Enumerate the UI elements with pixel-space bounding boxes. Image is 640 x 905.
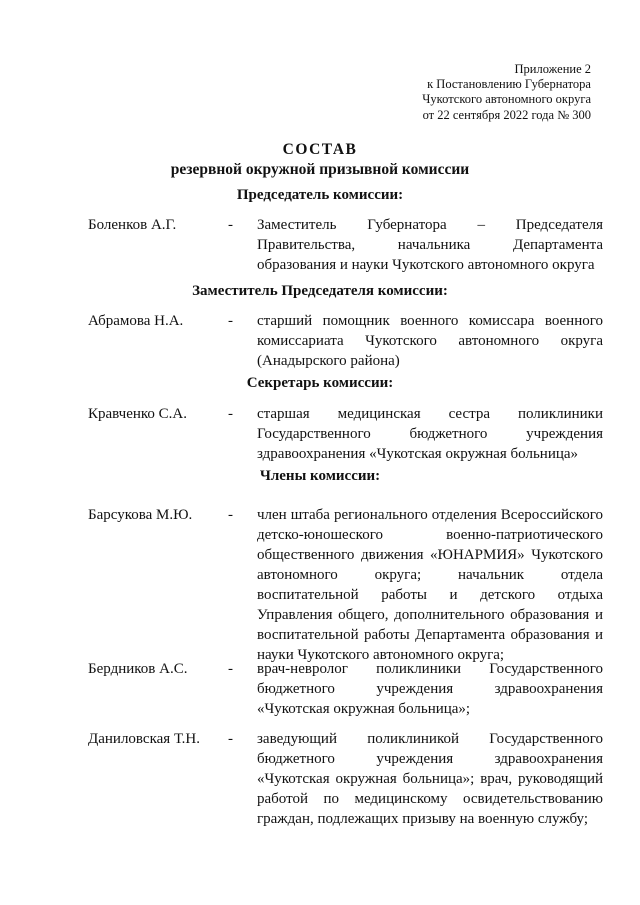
member-dash: - [228,661,233,677]
member-dash: - [228,313,233,329]
member-role: старшая медицинская сестра поликлиники Государственного бюджетного учреждения здравоохранения «Чукотская окружная больница» [257,406,603,462]
heading-secretary: Секретарь комиссии: [246,375,394,391]
member-dash: - [228,406,233,422]
member-dash: - [228,507,233,523]
title-main: СОСТАВ [282,141,358,158]
member-name: Барсукова М.Ю. [88,507,193,523]
member-name: Боленков А.Г. [88,217,177,233]
appendix-header [361,62,591,123]
title-subtitle: резервной окружной призывной комиссии [170,161,470,178]
member-name: Кравченко С.А. [88,406,188,422]
appendix-region: Чукотского автономного округа [422,92,591,107]
heading-deputy: Заместитель Председателя комиссии: [192,283,448,299]
appendix-number: Приложение 2 [514,62,591,76]
member-dash: - [228,217,233,233]
appendix-decree-ref: к Постановлению Губернатора [427,77,591,92]
member-role: Заместитель Губернатора – Председателя Правительства, начальника Департамента образования и науки Чукотского автономного округа [257,217,603,273]
document-title [0,140,640,180]
member-role: старший помощник военного комиссара военного комиссариата Чукотского автономного округа (Анадырского района) [257,313,603,369]
member-dash: - [228,731,233,747]
member-role: член штаба регионального отделения Всероссийского детско-юношеского военно-патриотического общественного движения «ЮНАРМИЯ» Чукотского автономного округа; начальник отдела воспитательной работы и детского отдыха Управления общего, дополнительного образования и воспитательной работы Департамента образования и науки Чукотского автономного округа; [257,507,603,663]
member-role: заведующий поликлиникой Государственного бюджетного учреждения здравоохранения «Чукотская окружная больница»; врач, руководящий работой по медицинскому освидетельствованию граждан, подлежащих призыву на военную службу; [257,731,603,827]
heading-members: Члены комиссии: [259,468,381,484]
heading-chairman: Председатель комиссии: [236,187,404,203]
member-name: Даниловская Т.Н. [88,731,200,747]
member-role: врач-невролог поликлиники Государственного бюджетного учреждения здравоохранения «Чукотская окружная больница»; [257,661,603,717]
member-name: Бердников А.С. [88,661,188,677]
member-name: Абрамова Н.А. [88,313,184,329]
appendix-date: от 22 сентября 2022 года № 300 [422,107,591,122]
